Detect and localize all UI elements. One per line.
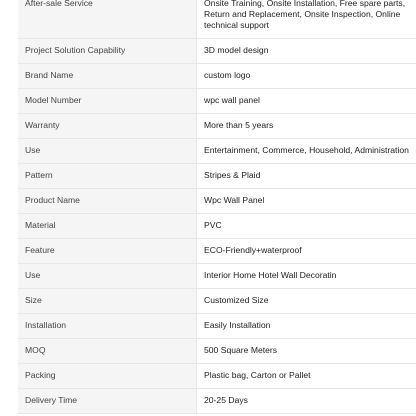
spec-label: Feature [18,239,197,264]
table-row [18,289,416,314]
spec-value: Stripes & Plaid [197,164,416,189]
spec-label: Packing [18,364,197,389]
spec-value: 3D model design [197,39,416,64]
table-row [18,214,416,239]
spec-label: Delivery Time [18,389,197,414]
spec-value: 500 Square Meters [197,339,416,364]
table-row [18,64,416,89]
spec-value: Plastic bag, Carton or Pallet [197,364,416,389]
spec-label: Installation [18,314,197,339]
spec-value: ECO-Friendly+waterproof [197,239,416,264]
table-row [18,264,416,289]
spec-label: Product Name [18,189,197,214]
spec-label: Model Number [18,89,197,114]
table-row [18,114,416,139]
spec-label: Warranty [18,114,197,139]
table-row [18,39,416,64]
table-row [18,0,416,39]
table-row [18,164,416,189]
spec-value: wpc wall panel [197,89,416,114]
product-specifications-table [18,0,416,414]
table-row [18,189,416,214]
spec-value: Onsite Training, Onsite Installation, Free spare parts, Return and Replacement, Onsite Inspection, Online technical support [197,0,416,39]
spec-value: Interior Home Hotel Wall Decoratin [197,264,416,289]
spec-value: Easily Installation [197,314,416,339]
spec-label: Use [18,139,197,164]
spec-value: Wpc Wall Panel [197,189,416,214]
spec-label: MOQ [18,339,197,364]
spec-value: 20-25 Days [197,389,416,414]
spec-label: Use [18,264,197,289]
table-row [18,239,416,264]
spec-value: Entertainment, Commerce, Household, Administration [197,139,416,164]
spec-value: Customized Size [197,289,416,314]
spec-label: Project Solution Capability [18,39,197,64]
table-row [18,314,416,339]
spec-value: custom logo [197,64,416,89]
spec-value: PVC [197,214,416,239]
table-row [18,364,416,389]
table-row [18,139,416,164]
spec-value: More than 5 years [197,114,416,139]
table-row [18,339,416,364]
table-row [18,89,416,114]
spec-label: Pattern [18,164,197,189]
spec-label: Brand Name [18,64,197,89]
table-row [18,389,416,414]
spec-label: Material [18,214,197,239]
spec-label: After-sale Service [18,0,197,39]
spec-label: Size [18,289,197,314]
